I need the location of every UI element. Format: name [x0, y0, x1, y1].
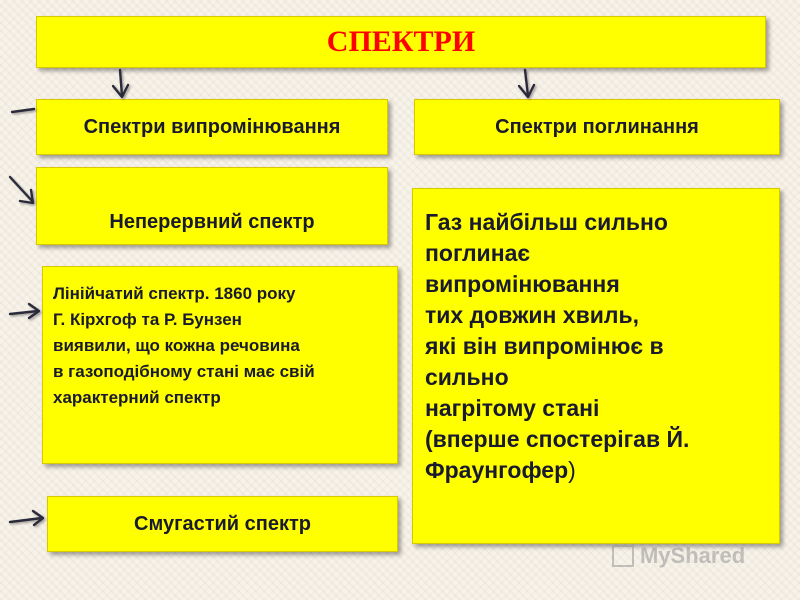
absorption-text-line: сильно — [425, 364, 509, 390]
closing-paren: ) — [568, 457, 576, 483]
absorption-description-box — [412, 188, 780, 544]
absorption-spectra-label: Спектри поглинання — [495, 115, 699, 138]
line-spectrum-text-line: характерний спектр — [53, 388, 221, 407]
diagonal-arrow-icon — [10, 177, 33, 203]
title-box — [36, 16, 766, 68]
right-arrow-icon — [10, 511, 43, 525]
watermark — [612, 540, 772, 572]
absorption-text-line: нагрітому стані — [425, 395, 600, 421]
absorption-text-line: випромінювання — [425, 271, 620, 297]
watermark-logo-icon — [612, 545, 634, 567]
continuous-spectrum-box — [36, 167, 388, 245]
line-spectrum-text-line: Г. Кірхгоф та Р. Бунзен — [53, 310, 242, 329]
fraunhofer-name: Фраунгофер — [425, 457, 569, 483]
absorption-text-line: поглинає — [425, 240, 531, 266]
line-spectrum-text-line: Лінійчатий спектр. 1860 року — [53, 284, 296, 303]
emission-spectra-box — [36, 99, 388, 155]
absorption-text-line — [425, 455, 771, 486]
right-arrow-icon — [10, 304, 39, 318]
continuous-spectrum-label: Неперервний спектр — [109, 211, 315, 233]
absorption-text-line: тих довжин хвиль, — [425, 302, 640, 328]
band-spectrum-label: Смугастий спектр — [134, 512, 311, 535]
page-title: СПЕКТРИ — [326, 25, 476, 58]
band-spectrum-box — [47, 496, 398, 552]
absorption-text-line: (вперше спостерігав Й. — [425, 426, 690, 452]
line-spectrum-box — [42, 266, 398, 464]
line-spectrum-text-line: виявили, що кожна речовина — [53, 336, 300, 355]
line-spectrum-text-line: в газоподібному стані має свій — [53, 362, 315, 381]
left-dash-icon — [12, 109, 34, 112]
down-arrow-icon — [519, 70, 534, 97]
watermark-text: MyShared — [640, 543, 746, 568]
absorption-text-line: Газ найбільш сильно — [425, 209, 668, 235]
absorption-spectra-box — [414, 99, 780, 155]
absorption-text-line: які він випромінює в — [425, 333, 664, 359]
emission-spectra-label: Спектри випромінювання — [83, 115, 341, 138]
down-arrow-icon — [113, 70, 128, 97]
